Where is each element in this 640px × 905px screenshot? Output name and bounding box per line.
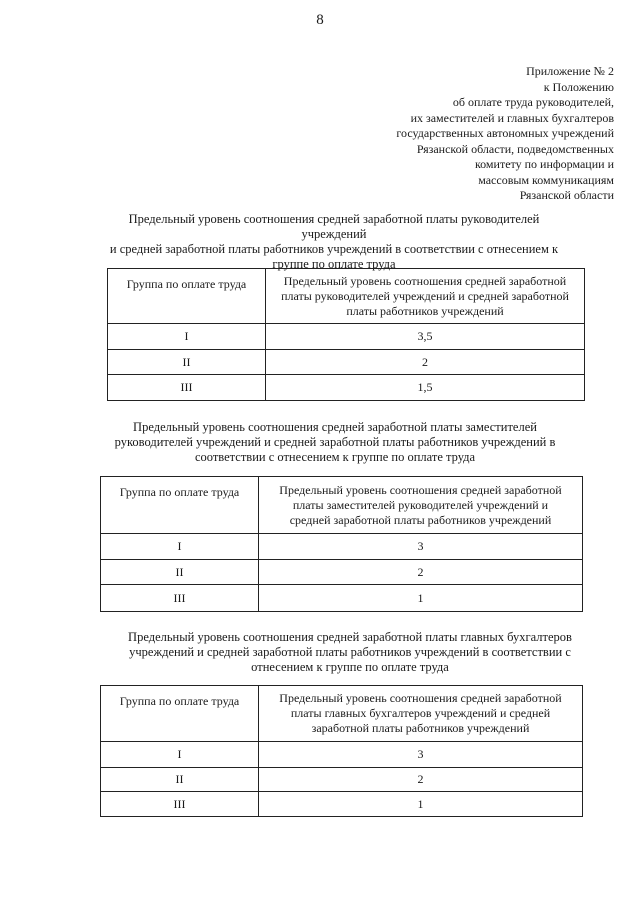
group-cell: III (101, 792, 259, 817)
table-row (108, 350, 585, 375)
appendix-line: к Положению (543, 79, 614, 94)
group-cell: I (108, 324, 266, 350)
table-row (108, 375, 585, 401)
group-cell: I (101, 534, 259, 560)
title-line: Предельный уровень соотношения средней заработной платы главных бухгалтеров (128, 630, 572, 644)
ratio-cell: 2 (266, 350, 585, 375)
title-line: учреждений и средней заработной платы работников учреждений в соответствии с (129, 645, 571, 659)
group-cell: I (101, 742, 259, 768)
title-line: Предельный уровень соотношения средней заработной платы заместителей (133, 420, 537, 434)
appendix-reference (396, 64, 614, 204)
appendix-line: Рязанской области, подведомственных (416, 141, 614, 156)
group-cell: III (101, 585, 259, 612)
col-header-group: Группа по оплате труда (108, 269, 266, 324)
group-cell: II (101, 560, 259, 585)
header-line: платы заместителей руководителей учреждений и (292, 497, 549, 512)
col-header-ratio (259, 686, 583, 742)
table3-title (110, 630, 590, 675)
table-row (101, 792, 583, 817)
table1-heads-ratio (107, 268, 585, 401)
table-row (101, 534, 583, 560)
ratio-cell: 3 (259, 742, 583, 768)
col-header-group: Группа по оплате труда (101, 477, 259, 534)
table-row (108, 324, 585, 350)
title-line: руководителей учреждений и средней заработной платы работников учреждений в (114, 435, 556, 449)
col-header-ratio (266, 269, 585, 324)
ratio-cell: 3,5 (266, 324, 585, 350)
header-line: платы руководителей учреждений и средней заработной (281, 288, 569, 303)
table1-title (100, 212, 568, 272)
header-line: Предельный уровень соотношения средней заработной (279, 691, 562, 705)
title-line: группе по оплате труда (272, 257, 396, 271)
appendix-line: комитету по информации и (474, 157, 614, 171)
title-line: соответствии с отнесением к группе по оплате труда (194, 450, 476, 464)
appendix-line: об оплате труда руководителей, (452, 95, 614, 109)
header-line: средней заработной платы работников учреждений (289, 512, 552, 527)
header-line: заработной платы работников учреждений (311, 721, 530, 735)
col-header-ratio (259, 477, 583, 534)
table2-deputies-ratio (100, 476, 583, 612)
appendix-line: Приложение № 2 (526, 64, 614, 78)
group-cell: II (101, 768, 259, 792)
table-row (101, 742, 583, 768)
header-line: Предельный уровень соотношения средней заработной (283, 273, 567, 288)
header-line: Предельный уровень соотношения средней заработной (279, 482, 562, 497)
title-line: отнесением к группе по оплате труда (251, 660, 449, 674)
title-line: и средней заработной платы работников учреждений в соответствии с отнесением к (109, 242, 559, 256)
title-line: Предельный уровень соотношения средней заработной платы руководителей учреждений (128, 212, 540, 241)
ratio-cell: 2 (259, 768, 583, 792)
table-row (101, 560, 583, 585)
ratio-cell: 1,5 (266, 375, 585, 401)
table2-title (110, 420, 560, 465)
table-row (101, 585, 583, 612)
table3-accountants-ratio (100, 685, 583, 817)
ratio-cell: 3 (259, 534, 583, 560)
ratio-cell: 2 (259, 560, 583, 585)
header-line: платы работников учреждений (346, 303, 504, 318)
page-number: 8 (316, 12, 324, 28)
appendix-line: их заместителей и главных бухгалтеров (410, 110, 614, 125)
ratio-cell: 1 (259, 585, 583, 612)
group-cell: III (108, 375, 266, 401)
header-line: платы главных бухгалтеров учреждений и средней (290, 706, 551, 720)
group-cell: II (108, 350, 266, 375)
col-header-group: Группа по оплате труда (101, 686, 259, 742)
table-row (101, 768, 583, 792)
ratio-cell: 1 (259, 792, 583, 817)
appendix-line: массовым коммуникациям (478, 172, 614, 187)
appendix-line: Рязанской области (519, 188, 614, 202)
appendix-line: государственных автономных учреждений (396, 126, 614, 140)
